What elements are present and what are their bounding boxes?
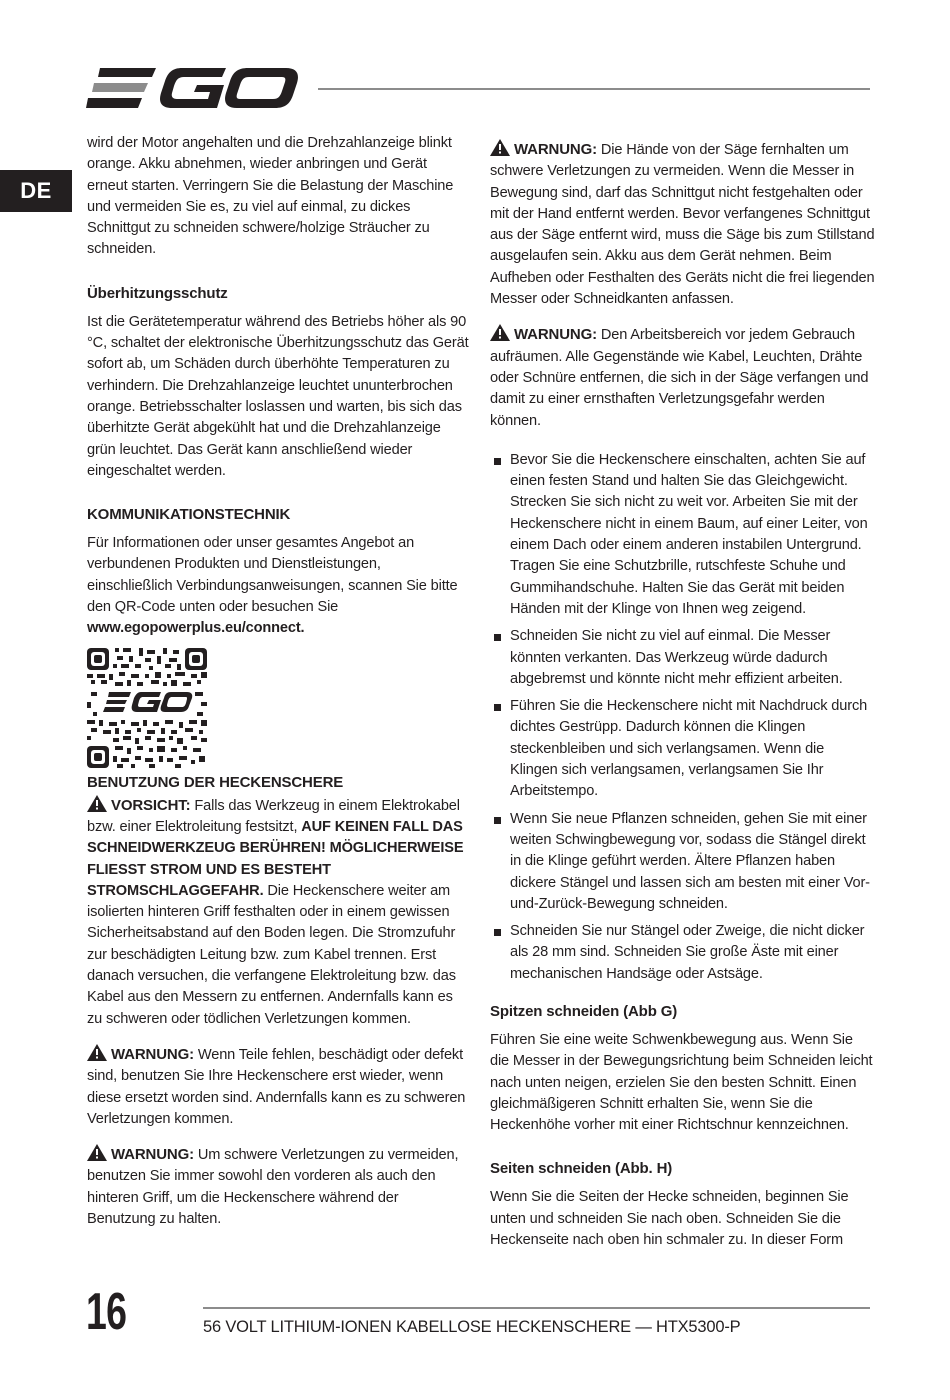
intro-paragraph: wird der Motor angehalten und die Drehzahlanzeige blinkt orange. Akku abnehmen, wieder anbringen und Gerät erneut starten. Verringern Sie die Belastung der Maschine und vermeiden Sie es, zu viel auf einmal, zu dickes Schnittgut zu schneiden schwere/holzige Sträucher zu schneiden. — [87, 135, 454, 258]
list-item: Wenn Sie neue Pflanzen schneiden, gehen Sie mit einer weiten Schwingbewegung vor, sodass die Stängel direkt in die Klinge geführt werden. Ältere Pflanzen haben dickere Stängel und lassen sich am besten mit einer Vor-und-Zurück-Bewegung schneiden. — [490, 809, 875, 915]
tips-paragraph: Führen Sie eine weite Schwenkbewegung aus. Wenn Sie die Messer in der Bewegungsrichtung beim Schneiden leicht nach unten neigen, erzielen Sie den besten Schnitt. Einen gleichmäßigeren Schnitt erhalten Sie, wenn Sie die Heckenhöhe vorher mit einer Richtschnur kennzeichnen. — [490, 1031, 873, 1134]
warning-text: Wenn Teile fehlen, beschädigt oder defekt sind, benutzen Sie Ihre Heckenschere erst wieder, wenn diese ersetzt worden sind. Andernfalls kann es zu schweren Verletzungen kommen. — [87, 1046, 466, 1127]
warning-triangle-icon — [87, 795, 107, 812]
warning-paragraph-1 — [87, 1044, 469, 1130]
communication-paragraph — [87, 533, 469, 639]
bullet-square-icon — [494, 704, 501, 711]
warning-text: Um schwere Verletzungen zu vermeiden, benutzen Sie immer sowohl den vorderen als auch den hinteren Griff, um die Heckenschere während der Benutzung zu halten. — [87, 1147, 459, 1227]
heading-tips: Spitzen schneiden (Abb G) — [490, 1002, 678, 1020]
warning-paragraph-4 — [490, 324, 875, 431]
language-tab: DE — [0, 170, 72, 212]
warning-triangle-icon — [87, 1144, 107, 1161]
ego-logo — [86, 64, 298, 112]
caution-bold: AUF KEINEN FALL DAS SCHNEIDWERKZEUG BERÜHREN! MÖGLICHERWEISE FLIESST STROM UND ES BESTEHT STROMSCHLAGGEFAHR. — [87, 818, 464, 899]
right-column — [490, 139, 875, 1251]
bullet-square-icon — [494, 817, 501, 824]
page-number: 16 — [86, 1283, 127, 1341]
caution-text-2: Die Heckenschere weiter am isolierten hinteren Griff festhalten oder in einem gewissen Sicherheitsabstand auf den Boden legen. Die Stromzufuhr zur beschädigten Leitung bzw. zum Kabel trennen. Erst danach versuchen, die verfangene Elektroleitung bzw. das Kabel aus den Messern zu entfernen. Andernfalls kann es zu schweren oder tödlichen Verletzungen kommen. — [87, 882, 456, 1027]
footer-title: 56 VOLT LITHIUM-IONEN KABELLOSE HECKENSCHERE — HTX5300-P — [203, 1318, 741, 1336]
caution-paragraph — [87, 795, 469, 1030]
warning-paragraph-2 — [87, 1144, 469, 1230]
communication-url[interactable]: www.egopowerplus.eu/connect. — [87, 620, 305, 637]
heading-usage: BENUTZUNG DER HECKENSCHERE — [87, 773, 344, 791]
bullet-square-icon — [494, 929, 501, 936]
caution-label: VORSICHT: — [111, 796, 191, 814]
header-rule — [318, 88, 870, 90]
caution-text-1: Falls das Werkzeug in einem Elektrokabel bzw. einer Elektroleitung festsitzt, — [87, 797, 460, 835]
list-item: Schneiden Sie nicht zu viel auf einmal. Die Messer könnten verkanten. Das Werkzeug würde dadurch abgebremst und könnte nicht mehr effizient arbeiten. — [490, 626, 875, 690]
warning-label: WARNUNG: — [514, 141, 597, 158]
footer-rule — [203, 1307, 870, 1309]
warning-paragraph-3 — [490, 139, 875, 310]
warning-triangle-icon — [87, 1044, 107, 1061]
bullet-square-icon — [494, 634, 501, 641]
warning-triangle-icon — [490, 324, 510, 341]
sides-paragraph: Wenn Sie die Seiten der Hecke schneiden, beginnen Sie unten und schneiden Sie nach oben. Schneiden Sie die Heckenseite nach oben hin schmaler zu. In dieser Form — [490, 1189, 849, 1249]
heading-sides: Seiten schneiden (Abb. H) — [490, 1160, 673, 1178]
warning-text: Den Arbeitsbereich vor jedem Gebrauch aufräumen. Alle Gegenstände wie Kabel, Leuchten, Drähte oder Schnüre entfernen, die sich in der Säge verfangen und damit zu einer ernsthaften Verletzungsgefahr werden können. — [490, 327, 869, 429]
list-item: Bevor Sie die Heckenschere einschalten, achten Sie auf einen festen Stand und halten Sie das Gleichgewicht. Strecken Sie sich nicht zu weit vor. Arbeiten Sie mit der Heckenschere nicht in einem Baum, auf einer Leiter, von einem Dach oder einem anderen instabilen Untergrund. Tragen Sie eine Schutzbrille, rutschfeste Schuhe und Gummihandschuhe. Halten Sie das Gerät mit beiden Händen mit der Klinge von Ihnen weg zeigend. — [490, 450, 875, 620]
list-item: Führen Sie die Heckenschere nicht mit Nachdruck durch dichtes Gestrüpp. Dadurch können die Klingen steckenbleiben und sich verlangsamen. Wenn die Klingen sich verlangsamen, verlangsamen Sie Ihr Arbeitstempo. — [490, 696, 875, 802]
heading-overheat: Überhitzungsschutz — [87, 284, 228, 302]
bullet-square-icon — [494, 458, 501, 465]
heading-communication: KOMMUNIKATIONSTECHNIK — [87, 506, 291, 524]
overheat-paragraph: Ist die Gerätetemperatur während des Betriebs höher als 90 °C, schaltet der elektronische Überhitzungsschutz das Gerät sofort ab, um Schäden durch überhöhte Temperaturen zu verhindern. Die Drehzahlanzeige leuchtet ununterbrochen orange. Betriebsschalter loslassen und warten, bis sich das überhitzte Gerät abgekühlt hat und die Drehzahlanzeige grün leuchtet. Das Gerät kann anschließend wieder eingeschaltet werden. — [87, 313, 469, 479]
warning-label: WARNUNG: — [514, 326, 597, 344]
list-item: Schneiden Sie nur Stängel oder Zweige, die nicht dicker als 28 mm sind. Schneiden Sie große Äste mit einer mechanischen Handsäge oder Astsäge. — [490, 921, 875, 985]
warning-label: WARNUNG: — [111, 1045, 194, 1063]
left-column — [87, 133, 469, 1230]
safety-bullet-list — [490, 450, 875, 985]
communication-text: Für Informationen oder unser gesamtes Angebot an verbundenen Produkten und Dienstleistungen, einschließlich Verbindungsanweisungen, scannen Sie bitte den QR-Code unten oder besuchen Sie — [87, 535, 458, 616]
qr-code[interactable] — [87, 648, 207, 768]
warning-label: WARNUNG: — [111, 1146, 194, 1164]
warning-text: Die Hände von der Säge fernhalten um schwere Verletzungen zu vermeiden. Wenn die Messer in Bewegung sind, darf das Schnittgut nicht festgehalten oder mit der Hand entfernt werden. Bevor verfangenes Schnittgut aus der Säge entfernt wird, muss die Säge bis zum Stillstand ausgelaufen sein. Akku aus dem Gerät nehmen. Beim Aufheben oder Festhalten des Geräts nicht die frei liegenden Messer oder Schneidkanten anfassen. — [490, 142, 875, 308]
warning-triangle-icon — [490, 139, 510, 156]
